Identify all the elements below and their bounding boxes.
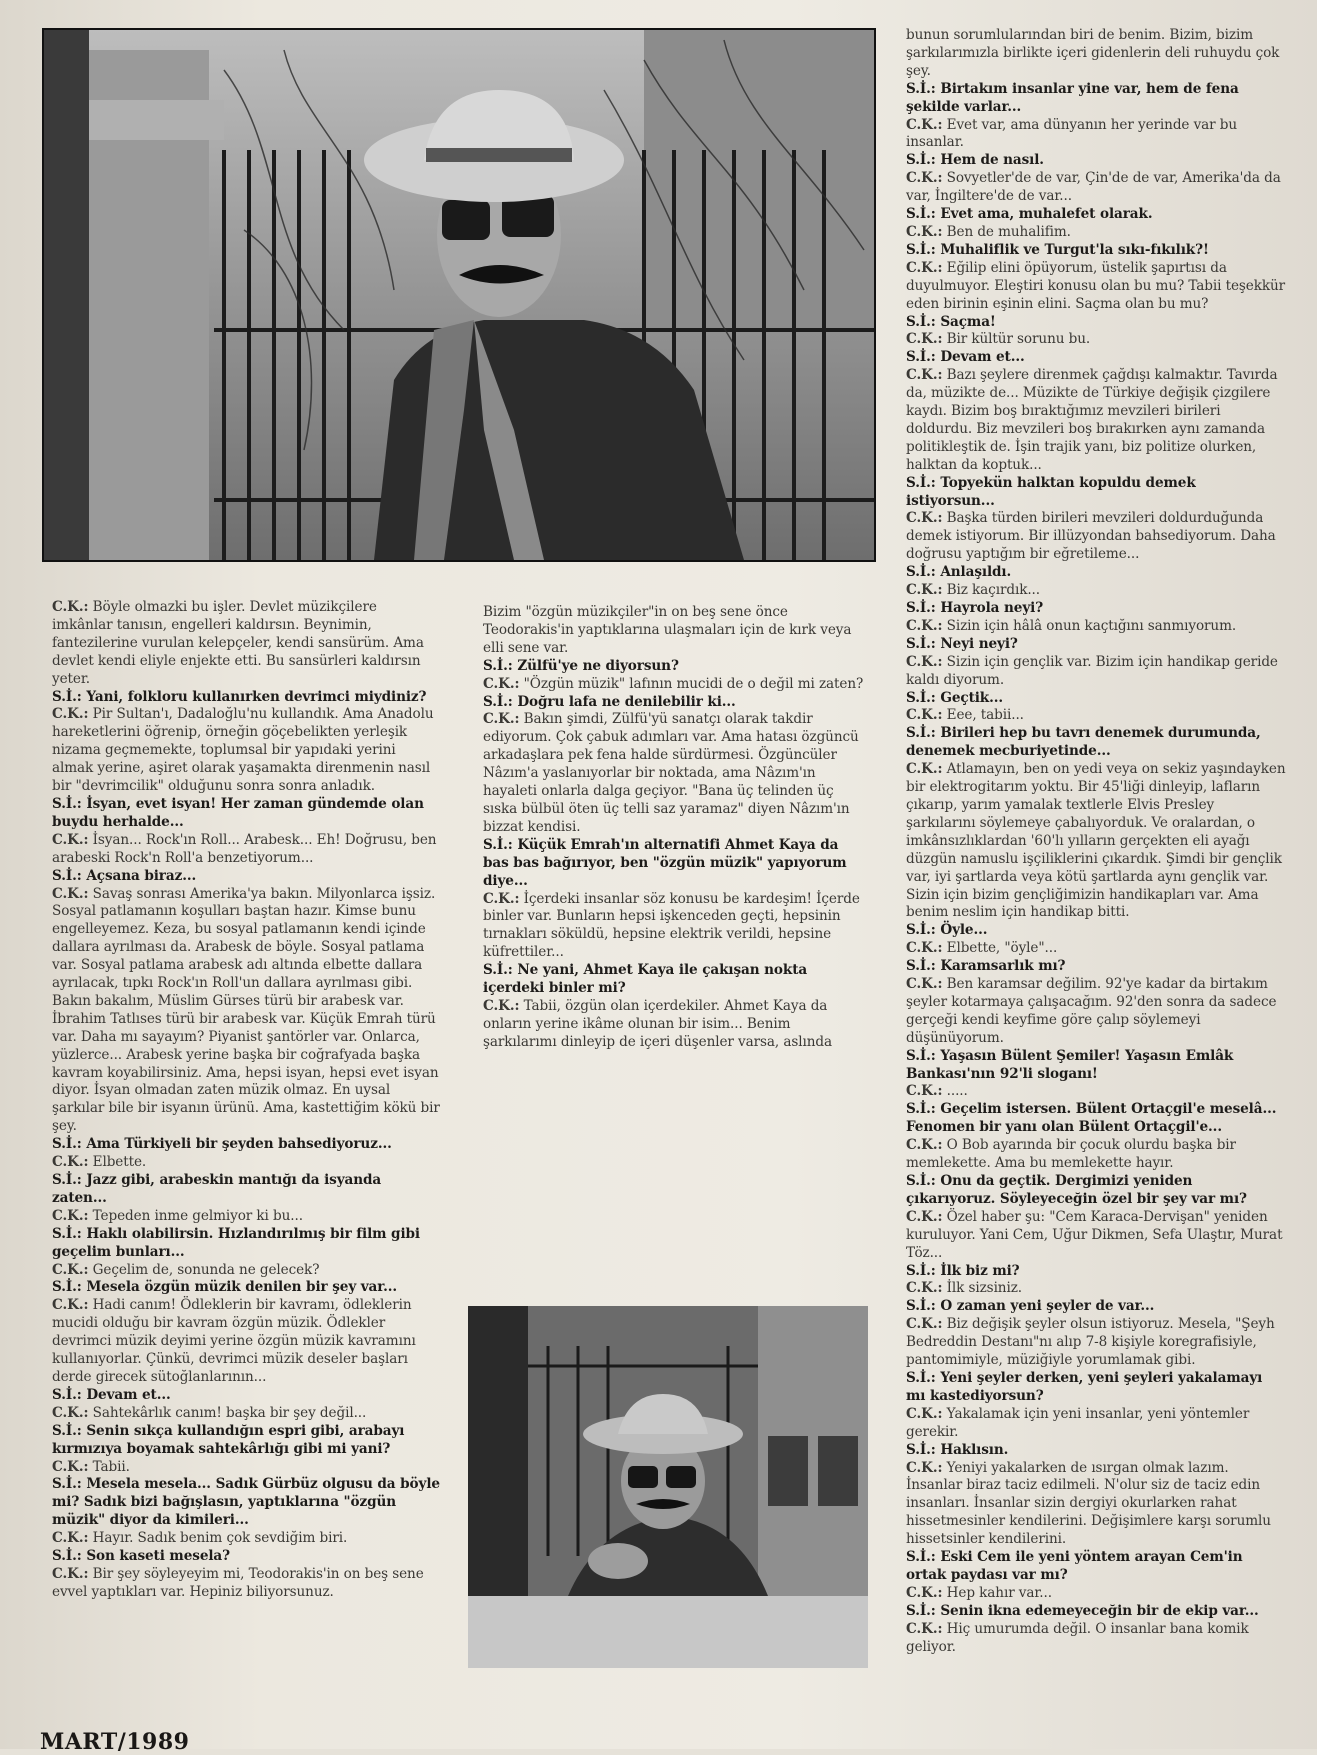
paragraph-text: Özel haber şu: "Cem Karaca-Dervişan" yeniden kuruluyor. Yani Cem, Uğur Dikmen, Sefa Ulaştır, Murat Töz...	[906, 1208, 1283, 1261]
speaker-label: C.K.:	[906, 582, 943, 599]
speaker-label: C.K.:	[483, 997, 520, 1014]
paragraph-text: Eski Cem ile yeni yöntem arayan Cem'in ortak paydası var mı?	[906, 1549, 1243, 1583]
interview-paragraph	[906, 1137, 1286, 1173]
issue-date-footer: MART/1989	[40, 1729, 190, 1755]
interview-paragraph	[52, 1405, 440, 1423]
paragraph-text: Bir şey söyleyeyim mi, Teodorakis'in on beş sene evvel yaptıkları var. Hepiniz biliyorsunuz.	[52, 1565, 424, 1600]
speaker-label: C.K.:	[906, 1584, 943, 1601]
speaker-label: S.İ.:	[52, 1279, 82, 1296]
interviewer-question	[52, 1136, 440, 1154]
interviewer-question	[906, 314, 1286, 332]
paragraph-text: Saçma!	[940, 313, 996, 330]
paragraph-text: Biz değişik şeyler olsun istiyoruz. Mesela, "Şeyh Bedreddin Destanı"nı alıp 7-8 kişiyle koregrafisiyle, pantomimiyle, müziğiyle yorumlamak gibi.	[906, 1316, 1275, 1369]
interview-paragraph	[483, 998, 867, 1052]
interviewer-question	[906, 636, 1286, 654]
portrait-photo-top	[42, 28, 876, 562]
speaker-label: C.K.:	[52, 1207, 89, 1224]
interview-paragraph	[483, 676, 867, 694]
speaker-label: C.K.:	[906, 1620, 943, 1637]
interview-paragraph	[906, 1280, 1286, 1298]
speaker-label: C.K.:	[906, 1316, 943, 1333]
interview-paragraph	[906, 510, 1286, 564]
paragraph-text: Devam et...	[940, 349, 1025, 366]
paragraph-text: Mesela özgün müzik denilen bir şey var...	[86, 1279, 397, 1296]
speaker-label: S.İ.:	[52, 1476, 82, 1493]
speaker-label: S.İ.:	[52, 1172, 82, 1188]
interviewer-question	[906, 81, 1286, 117]
paragraph-text: Hiç umurumda değil. O insanlar bana komik geliyor.	[906, 1620, 1249, 1655]
interview-paragraph	[906, 707, 1286, 725]
paragraph-text: Evet ama, muhalefet olarak.	[940, 206, 1153, 223]
interviewer-question	[483, 837, 867, 891]
interviewer-question	[906, 1603, 1286, 1621]
paragraph-text: Ama Türkiyeli bir şeyden bahsediyoruz...	[86, 1136, 392, 1153]
interview-paragraph	[906, 224, 1286, 242]
interview-paragraph	[52, 1530, 440, 1548]
portrait-photo-top-image	[44, 30, 874, 560]
speaker-label: S.İ.:	[52, 1548, 82, 1565]
paragraph-text: Böyle olmazki bu işler. Devlet müzikçilere imkânlar tanısın, engelleri kaldırsın. Beynimin, fantezilerine vurulan kelepçeler, kendi sansürüm. Ama devlet kendi eliyle enjekte etti. Bu sansürleri kaldırsın yeter.	[52, 599, 424, 687]
paragraph-text: bunun sorumlularından biri de benim. Bizim, bizim şarkılarımızla birlikte içeri gidenlerin deli ruhuydu çok şey.	[906, 27, 1280, 79]
interview-paragraph	[52, 599, 440, 689]
speaker-label: C.K.:	[483, 890, 520, 907]
speaker-label: S.İ.:	[906, 206, 936, 223]
paragraph-text: Yaşasın Bülent Şemiler! Yaşasın Emlâk Bankası'nın 92'li sloganı!	[906, 1047, 1234, 1082]
speaker-label: C.K.:	[52, 1530, 89, 1547]
speaker-label: C.K.:	[52, 1154, 89, 1171]
paragraph-text: Tepeden inme gelmiyor ki bu...	[92, 1207, 303, 1224]
paragraph-text: .....	[946, 1083, 968, 1100]
interview-paragraph	[906, 367, 1286, 474]
interviewer-question	[906, 1263, 1286, 1281]
paragraph-text: Bakın şimdi, Zülfü'yü sanatçı olarak takdir ediyorum. Çok çabuk adımları var. Ama hatası özgüncü arkadaşlara pek fena halde sürdürmesi. Özgüncüler Nâzım'a yaslanıyorlar bir noktada, ama Nâzım'ın hayaleti onlarla dalga geçiyor. "Bana üç telinden üç sıska bülbül öten üç telli saz yaramaz" diyen Nâzım'ın bizzat kendisi.	[483, 711, 859, 835]
interviewer-question	[906, 1549, 1286, 1585]
interviewer-question	[906, 564, 1286, 582]
speaker-label: S.İ.:	[906, 313, 936, 330]
interviewer-question	[906, 922, 1286, 940]
speaker-label: S.İ.:	[906, 958, 936, 975]
paragraph-text: Atlamayın, ben on yedi veya on sekiz yaşındayken bir elektrogitarım yoktu. Bir 45'liği dinleyip, lafların çıkarıp, yarım yamalak textlerle Elvis Presley şarkılarını söylemeye çabalıyorduk. Ve oralardan, o imkânsızlıklardan '60'lı yılların gerçekten eli ayağı düzgün namuslu işçiliklerini çıkardık. Şimdi bir gençlik var, iyi şartlarda veya kötü şartlarda aynı gençlik var. Sizin için bizim gençliğimizin handikapları var. Ama benim neslim için handikap bitti.	[906, 761, 1286, 921]
interviewer-question	[52, 796, 440, 832]
paragraph-text: Haklı olabilirsin. Hızlandırılmış bir film gibi geçelim bunları...	[52, 1225, 420, 1260]
speaker-label: C.K.:	[906, 170, 943, 187]
paragraph-text: Savaş sonrası Amerika'ya bakın. Milyonlarca işsiz. Sosyal patlamanın koşulları baştan hazır. Kimse bunu engelleyemez. Keza, bu sosyal patlamanın kendi içinde dallara ayrılması da. Arabesk de böyle. Sosyal patlama var. Sosyal patlama arabesk adı altında elbette dallara ayrılacak, tıpkı Rock'ın Roll'un dallara ayrılması gibi. Bakın bakalım, Müslim Gürses türü bir arabesk var. İbrahim Tatlıses türü bir arabesk var. Küçük Emrah türü var. Daha mı sayayım? Piyanist şantörler var. Onlarca, yüzlerce... Arabesk yerine başka bir coğrafyada başka kavram koyabilirsiniz. Ama, hepsi isyan, hepsi evet isyan diyor. İsyan olmadan zaten müzik olmaz. En uysal şarkılar bile bir isyanın ürünü. Ama, kastettiğim kökü bir şey.	[52, 885, 440, 1135]
interviewer-question	[906, 1298, 1286, 1316]
interviewer-question	[906, 242, 1286, 260]
speaker-label: C.K.:	[906, 259, 943, 276]
interview-paragraph	[906, 1621, 1286, 1657]
interviewer-question	[906, 600, 1286, 618]
paragraph-text: Mesela mesela... Sadık Gürbüz olgusu da böyle mi? Sadık bizi bağışlasın, yaptıklarına "özgün müzik" diyor da kimileri...	[52, 1476, 440, 1529]
speaker-label: S.İ.:	[52, 1422, 82, 1439]
paragraph-text: Tabii, özgün olan içerdekiler. Ahmet Kaya da onların yerine ikâme olunan bir isim... Benim şarkılarımı dinleyip de içeri düşenler varsa, aslında	[483, 997, 832, 1050]
speaker-label: C.K.:	[906, 940, 943, 957]
interview-paragraph	[52, 1262, 440, 1280]
paragraph-text: Hep kahır var...	[946, 1584, 1052, 1601]
paragraph-text: İsyan, evet isyan! Her zaman gündemde olan buydu herhalde...	[52, 795, 424, 830]
paragraph-text: Küçük Emrah'ın alternatifi Ahmet Kaya da bas bas bağırıyor, ben "özgün müzik" yapıyorum diye...	[483, 836, 847, 889]
interview-paragraph	[906, 1316, 1286, 1370]
speaker-label: S.İ.:	[906, 1101, 936, 1118]
interview-paragraph	[906, 331, 1286, 349]
speaker-label: S.İ.:	[483, 657, 513, 674]
paragraph-text: Geçelim de, sonunda ne gelecek?	[92, 1261, 320, 1278]
speaker-label: S.İ.:	[906, 1173, 936, 1189]
interviewer-question	[52, 1226, 440, 1262]
interviewer-question	[52, 1476, 440, 1530]
interviewer-question	[906, 1173, 1286, 1209]
speaker-label: S.İ.:	[906, 474, 936, 491]
speaker-label: S.İ.:	[906, 600, 936, 616]
text-column-left	[52, 599, 440, 1602]
paragraph-text: Yeniyi yakalarken de ısırgan olmak lazım. İnsanlar biraz taciz edilmeli. N'olur siz de taciz edin insanları. İnsanlar sizin dergiyi okurlarken rahat hissetmesinler kendilerini. Değişimlere karşı sorumlu hissetsinler kendilerini.	[906, 1459, 1271, 1548]
paragraph-text: Muhaliflik ve Turgut'la sıkı-fıkılık?!	[940, 241, 1209, 258]
paragraph-text: Yani, folkloru kullanırken devrimci miydiniz?	[86, 688, 427, 705]
paragraph-text: Senin sıkça kullandığın espri gibi, arabayı kırmızıya boyamak sahtekârlığı gibi mi yani?	[52, 1422, 405, 1457]
paragraph-text: Hadi canım! Ödleklerin bir kavramı, ödleklerin mucidi olduğu bir kavram özgün müzik. Ödlekler devrimci müzik deyimi yerine özgün müzik kavramını kullanıyorlar. Çünkü, devrimci müzik deseler başları derde girecek sütoğlanlarının...	[52, 1297, 416, 1385]
paragraph-text: Onu da geçtik. Dergimizi yeniden çıkarıyoruz. Söyleyeceğin özel bir şey var mı?	[906, 1173, 1247, 1207]
speaker-label: C.K.:	[906, 976, 943, 993]
speaker-label: C.K.:	[52, 1297, 89, 1314]
interview-paragraph	[52, 886, 440, 1137]
speaker-label: S.İ.:	[906, 635, 936, 652]
interview-paragraph	[906, 761, 1286, 922]
speaker-label: S.İ.:	[483, 693, 513, 710]
paragraph-text: İlk biz mi?	[940, 1262, 1020, 1279]
speaker-label: C.K.:	[52, 831, 89, 848]
speaker-label: S.İ.:	[483, 962, 513, 979]
paragraph-text: Karamsarlık mı?	[940, 958, 1066, 975]
paragraph-text: Evet var, ama dünyanın her yerinde var bu insanlar.	[906, 116, 1238, 151]
interview-paragraph	[906, 1585, 1286, 1603]
paragraph-text: O Bob ayarında bir çocuk olurdu başka bir memlekette. Ama bu memlekette hayır.	[906, 1137, 1236, 1172]
interviewer-question	[483, 962, 867, 998]
speaker-label: S.İ.:	[52, 688, 82, 705]
paragraph-text: İlk sizsiniz.	[946, 1280, 1022, 1297]
paragraph-text: Geçelim istersen. Bülent Ortaçgil'e meselâ... Fenomen bir yanı olan Bülent Ortaçgil'e...	[906, 1101, 1277, 1136]
interview-paragraph	[906, 260, 1286, 314]
speaker-label: C.K.:	[906, 707, 943, 724]
text-column-middle	[483, 604, 867, 1052]
interview-paragraph	[906, 170, 1286, 206]
speaker-label: C.K.:	[906, 223, 943, 240]
interviewer-question	[906, 349, 1286, 367]
speaker-label: C.K.:	[52, 1261, 89, 1278]
text-column-right	[906, 27, 1286, 1656]
speaker-label: S.İ.:	[906, 152, 936, 169]
paragraph-text: Birileri hep bu tavrı denemek durumunda, denemek mecburiyetinde...	[906, 725, 1261, 760]
speaker-label: S.İ.:	[906, 1602, 936, 1619]
paragraph-text: Bir kültür sorunu bu.	[946, 331, 1091, 348]
interviewer-question	[906, 1101, 1286, 1137]
paragraph-text: Öyle...	[940, 922, 988, 939]
speaker-label: S.İ.:	[52, 795, 82, 812]
interview-paragraph	[52, 706, 440, 796]
speaker-label: C.K.:	[906, 1459, 943, 1476]
paragraph-text: Geçtik...	[940, 689, 1004, 706]
interview-paragraph	[483, 891, 867, 963]
interview-paragraph	[483, 604, 867, 658]
speaker-label: C.K.:	[906, 1083, 943, 1100]
interviewer-question	[52, 1423, 440, 1459]
interviewer-question	[52, 689, 440, 707]
paragraph-text: Jazz gibi, arabeskin mantığı da isyanda zaten...	[52, 1172, 382, 1206]
interviewer-question	[906, 958, 1286, 976]
interviewer-question	[906, 1442, 1286, 1460]
speaker-label: C.K.:	[52, 1458, 89, 1475]
speaker-label: C.K.:	[52, 1565, 89, 1582]
interviewer-question	[52, 1548, 440, 1566]
speaker-label: S.İ.:	[52, 1136, 82, 1153]
interview-paragraph	[906, 1460, 1286, 1550]
paragraph-text: Başka türden birileri mevzileri doldurduğunda demek istiyorum. Bir illüzyondan bahsediyorum. Daha doğrusu yaptığım bir eğretileme...	[906, 510, 1276, 563]
speaker-label: C.K.:	[483, 675, 520, 692]
interview-paragraph	[52, 1459, 440, 1477]
interviewer-question	[906, 206, 1286, 224]
speaker-label: C.K.:	[52, 1404, 89, 1421]
interviewer-question	[906, 475, 1286, 511]
interviewer-question	[906, 1048, 1286, 1084]
speaker-label: C.K.:	[52, 706, 89, 723]
paragraph-text: Hayrola neyi?	[940, 600, 1044, 616]
speaker-label: S.İ.:	[906, 1047, 936, 1064]
paragraph-text: İsyan... Rock'ın Roll... Arabesk... Eh! Doğrusu, ben arabeski Rock'n Roll'a benzetiyorum...	[52, 831, 437, 866]
paragraph-text: Elbette, "öyle"...	[946, 940, 1058, 957]
interview-paragraph	[906, 582, 1286, 600]
speaker-label: S.İ.:	[906, 349, 936, 366]
paragraph-text: Senin ikna edemeyeceğin bir de ekip var...	[940, 1602, 1259, 1619]
speaker-label: C.K.:	[52, 599, 89, 615]
speaker-label: C.K.:	[483, 711, 520, 728]
interview-paragraph	[52, 1154, 440, 1172]
paragraph-text: Zülfü'ye ne diyorsun?	[517, 657, 679, 674]
paragraph-text: Ben karamsar değilim. 92'ye kadar da birtakım şeyler kotarmaya çalışacağım. 92'den sonra da sadece gerçeği kendi keyfime göre çalıp söylemeyi düşünüyorum.	[906, 976, 1277, 1046]
interviewer-question	[483, 694, 867, 712]
paragraph-text: Pir Sultan'ı, Dadaloğlu'nu kullandık. Ama Anadolu hareketlerini öğrenip, örneğin göçebelikten yerleşik nizama geçmemekte, toplumsal bir yapıdaki yerini almak yerine, aşiret olarak yaşamakta direnmenin nasıl bir "devrimcilik" olduğunu sonra sonra anladık.	[52, 706, 434, 795]
paragraph-text: Yakalamak için yeni insanlar, yeni yöntemler gerekir.	[906, 1405, 1250, 1440]
interview-paragraph	[906, 618, 1286, 636]
paragraph-text: İçerdeki insanlar söz konusu be kardeşim! İçerde binler var. Bunların hepsi işkenceden geçti, hepsinin tırnakları söküldü, hepsine elektrik verildi, hepsine küfrettiler...	[483, 890, 860, 961]
speaker-label: S.İ.:	[906, 1262, 936, 1279]
interview-paragraph	[906, 1406, 1286, 1442]
paragraph-text: Topyekün halktan kopuldu demek istiyorsun...	[906, 474, 1196, 509]
speaker-label: C.K.:	[906, 510, 943, 527]
speaker-label: S.İ.:	[906, 1549, 936, 1566]
paragraph-text: Açsana biraz...	[86, 867, 197, 884]
paragraph-text: Eğilip elini öpüyorum, üstelik şapırtısı da duyulmuyor. Eleştiri konusu olan bu mu? Tabii teşekkür eden birinin eşinin elini. Saçma olan bu mu?	[906, 259, 1286, 312]
paragraph-text: Sizin için hâlâ onun kaçtığını sanmıyorum.	[946, 617, 1237, 634]
paragraph-text: Birtakım insanlar yine var, hem de fena şekilde varlar...	[906, 80, 1239, 115]
interview-paragraph	[52, 1566, 440, 1602]
speaker-label: C.K.:	[906, 331, 943, 348]
paragraph-text: Bizim "özgün müzikçiler"in on beş sene önce Teodorakis'in yaptıklarına ulaşmaları için de kırk veya elli sene var.	[483, 604, 852, 656]
speaker-label: C.K.:	[906, 367, 943, 384]
paragraph-text: Sovyetler'de de var, Çin'de de var, Amerika'da da var, İngiltere'de de var...	[906, 170, 1281, 205]
speaker-label: C.K.:	[906, 1405, 943, 1422]
interviewer-question	[906, 725, 1286, 761]
speaker-label: S.İ.:	[52, 1225, 82, 1242]
interviewer-question	[52, 1172, 440, 1208]
speaker-label: S.İ.:	[52, 1386, 82, 1403]
interview-paragraph	[906, 940, 1286, 958]
interview-paragraph	[906, 27, 1286, 81]
paragraph-text: O zaman yeni şeyler de var...	[940, 1298, 1155, 1315]
paragraph-text: Hem de nasıl.	[940, 152, 1044, 169]
paragraph-text: Anlaşıldı.	[940, 564, 1012, 581]
speaker-label: C.K.:	[906, 1280, 943, 1297]
speaker-label: C.K.:	[906, 617, 943, 634]
interview-paragraph	[906, 1209, 1286, 1263]
interviewer-question	[906, 152, 1286, 170]
interview-paragraph	[52, 1208, 440, 1226]
speaker-label: C.K.:	[906, 653, 943, 670]
paragraph-text: Devam et...	[86, 1386, 171, 1403]
speaker-label: S.İ.:	[906, 1441, 936, 1458]
paragraph-text: "Özgün müzik" lafının mucidi de o değil mi zaten?	[523, 675, 864, 692]
interviewer-question	[906, 1370, 1286, 1406]
speaker-label: S.İ.:	[906, 564, 936, 581]
speaker-label: S.İ.:	[906, 241, 936, 258]
paragraph-text: Elbette.	[92, 1154, 147, 1171]
speaker-label: S.İ.:	[483, 836, 513, 853]
interviewer-question	[483, 658, 867, 676]
interview-paragraph	[483, 711, 867, 836]
speaker-label: C.K.:	[906, 1137, 943, 1154]
speaker-label: C.K.:	[906, 116, 943, 133]
paragraph-text: Bazı şeylere direnmek çağdışı kalmaktır. Tavırda da, müzikte de... Müzikte de Türkiye değişik çizgilere kaydı. Bizim boş bıraktığımız mevzileri birileri doldurdu. Biz mevzileri boş bırakırken aynı zamanda politikleştik de. İşin trajik yanı, biz politize olurken, halktan da koptuk...	[906, 367, 1278, 473]
speaker-label: S.İ.:	[52, 867, 82, 884]
interview-paragraph	[52, 832, 440, 868]
paragraph-text: Neyi neyi?	[940, 635, 1018, 652]
speaker-label: C.K.:	[906, 1208, 943, 1225]
speaker-label: S.İ.:	[906, 1298, 936, 1315]
speaker-label: S.İ.:	[906, 1369, 936, 1386]
interviewer-question	[52, 1279, 440, 1297]
interviewer-question	[52, 868, 440, 886]
paragraph-text: Ben de muhalifim.	[946, 223, 1071, 240]
speaker-label: S.İ.:	[906, 725, 936, 742]
speaker-label: C.K.:	[52, 885, 89, 902]
interview-paragraph	[906, 1083, 1286, 1101]
paragraph-text: Doğru lafa ne denilebilir ki...	[517, 693, 736, 710]
interview-paragraph	[906, 976, 1286, 1048]
paragraph-text: Hayır. Sadık benim çok sevdiğim biri.	[92, 1530, 348, 1547]
portrait-photo-bottom-image	[468, 1306, 868, 1668]
speaker-label: C.K.:	[906, 761, 943, 778]
paragraph-text: Haklısın.	[940, 1441, 1009, 1458]
speaker-label: S.İ.:	[906, 922, 936, 939]
paragraph-text: Yeni şeyler derken, yeni şeyleri yakalamayı mı kastediyorsun?	[906, 1369, 1263, 1404]
interviewer-question	[52, 1387, 440, 1405]
paragraph-text: Tabii.	[92, 1458, 130, 1475]
interview-paragraph	[906, 654, 1286, 690]
paragraph-text: Son kaseti mesela?	[86, 1548, 231, 1565]
interview-paragraph	[906, 117, 1286, 153]
paragraph-text: Sizin için gençlik var. Bizim için handikap geride kaldı diyorum.	[906, 653, 1278, 688]
paragraph-text: Ne yani, Ahmet Kaya ile çakışan nokta içerdeki binler mi?	[483, 962, 808, 997]
interviewer-question	[906, 690, 1286, 708]
interview-paragraph	[52, 1297, 440, 1387]
portrait-photo-bottom	[468, 1306, 868, 1668]
paragraph-text: Eee, tabii...	[946, 707, 1024, 724]
speaker-label: S.İ.:	[906, 689, 936, 706]
speaker-label: S.İ.:	[906, 80, 936, 97]
paragraph-text: Sahtekârlık canım! başka bir şey değil...	[92, 1404, 367, 1421]
paragraph-text: Biz kaçırdık...	[946, 582, 1040, 599]
